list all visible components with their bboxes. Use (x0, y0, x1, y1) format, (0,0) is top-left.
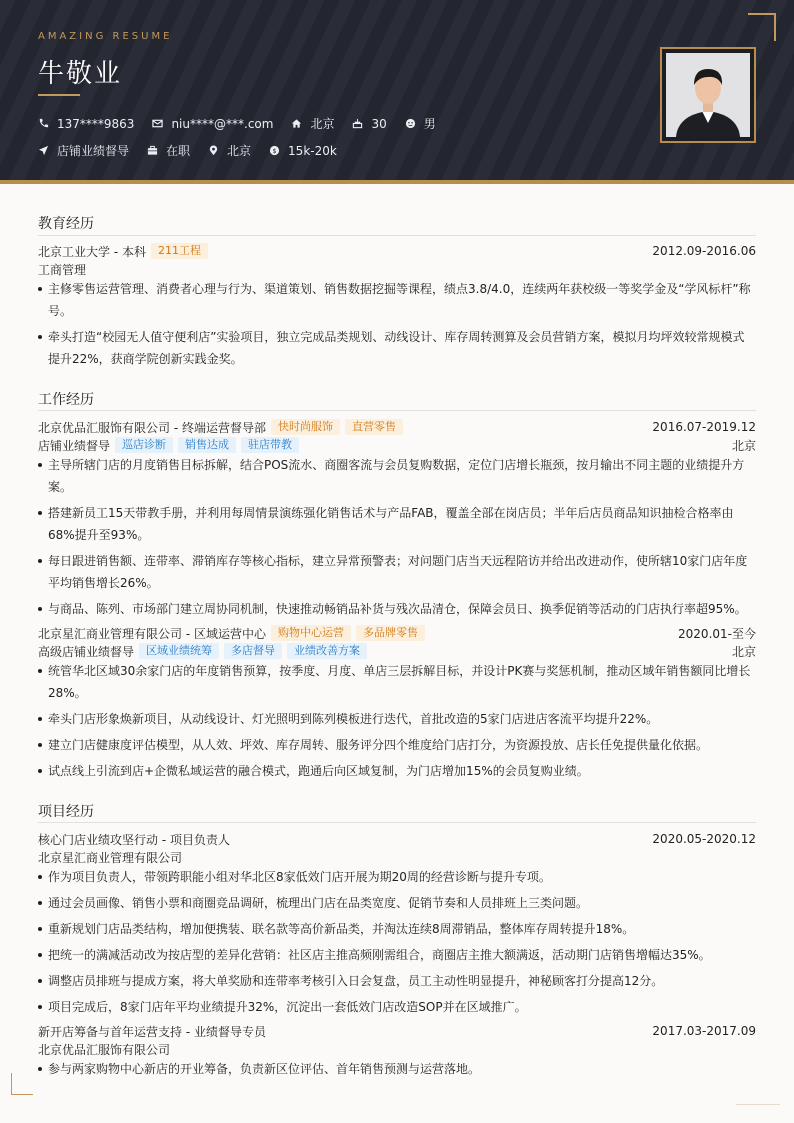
major: 工商管理 (38, 262, 87, 277)
email-text: niu****@***.com (171, 116, 274, 131)
candidate-name: 牛敬业 (38, 59, 123, 89)
project-org: 北京优品汇服饰有限公司 (38, 1042, 171, 1057)
job-dates: 2016.07-2019.12 (652, 420, 756, 434)
major-line (38, 260, 756, 278)
section-divider (38, 822, 756, 823)
project-dates: 2020.05-2020.12 (652, 832, 756, 846)
location-pin-icon (208, 145, 219, 156)
project-bullet: 通过会员画像、销售小票和商圈竞品调研，梳理出门店在品类宽度、促销节奏和人员排班上三类问题。 (38, 892, 756, 914)
salary-text: 15k-20k (288, 143, 337, 158)
target-city-text: 北京 (227, 144, 252, 158)
target-city-item (208, 142, 251, 159)
salary-item (269, 144, 337, 158)
gender-item (405, 115, 436, 132)
home-icon (291, 118, 302, 129)
project-bullet: 参与两家购物中心新店的开业筹备，负责新区位评估、首年销售预测与运营落地。 (38, 1058, 756, 1080)
role-line (38, 436, 756, 454)
job-bullet: 每日跟进销售额、连带率、滞销库存等核心指标，建立异常预警表；对问题门店当天远程陪访并给出改进动作，使所辖10家门店年度平均销售增长26%。 (38, 550, 756, 594)
job-header (38, 624, 756, 642)
company-tag: 购物中心运营 (271, 625, 351, 641)
job-dates: 2020.01-至今 (678, 626, 756, 641)
role-tag: 业绩改善方案 (287, 643, 367, 659)
job-city: 北京 (731, 644, 756, 659)
education-bullet: 主修零售运营管理、消费者心理与行为、渠道策划、销售数据挖掘等课程，绩点3.8/4.0，连续两年获校级一等奖学金及“学风标杆”称号。 (38, 278, 756, 322)
corner-ornament (11, 1073, 33, 1095)
home-city-text: 北京 (310, 117, 335, 131)
school-tag: 211工程 (151, 243, 208, 259)
job-header (38, 418, 756, 436)
education-bullet: 牵头打造“校园无人值守便利店”实验项目，独立完成品类规划、动线设计、库存周转测算及会员营销方案，模拟月均坪效较常规模式提升22%，获商学院创新实践金奖。 (38, 326, 756, 370)
project-bullet: 作为项目负责人，带领跨职能小组对华北区8家低效门店开展为期20周的经营诊断与提升专项。 (38, 866, 756, 888)
role-title: 店铺业绩督导 (38, 438, 111, 453)
project-bullet: 调整店员排班与提成方案，将大单奖励和连带率考核引入日会复盘，员工主动性明显提升，神秘顾客打分提高12分。 (38, 970, 756, 992)
company-name: 北京优品汇服饰有限公司 - 终端运营督导部 (38, 420, 266, 435)
project-header (38, 1022, 756, 1040)
money-icon (269, 145, 280, 156)
project-org: 北京星汇商业管理有限公司 (38, 850, 183, 865)
name-underline (38, 94, 80, 96)
role-tag: 驻店带教 (241, 437, 299, 453)
phone-item (38, 117, 134, 131)
role-tag: 销售达成 (178, 437, 236, 453)
school-name: 北京工业大学 - 本科 (38, 244, 146, 259)
role-tag: 多店督导 (224, 643, 282, 659)
role-tag: 区域业绩统筹 (139, 643, 219, 659)
age-item (352, 117, 386, 131)
role-title: 高级店铺业绩督导 (38, 644, 135, 659)
section-divider (38, 410, 756, 411)
job-bullet: 牵头门店形象焕新项目，从动线设计、灯光照明到陈列模板进行迭代，首批改造的5家门店进店客流平均提升22%。 (38, 708, 756, 730)
avatar (666, 53, 750, 137)
status-text: 在职 (166, 144, 191, 158)
project-name: 核心门店业绩攻坚行动 - 项目负责人 (38, 832, 230, 847)
project-org-line (38, 848, 756, 866)
phone-text: 137****9863 (57, 116, 135, 131)
status-item (147, 142, 190, 159)
profile-photo (660, 47, 756, 143)
section-title-education: 教育经历 (38, 216, 94, 232)
briefcase-icon (147, 145, 158, 156)
brand-label: AMAZING RESUME (38, 31, 173, 42)
job-bullet: 试点线上引流到店+企微私域运营的融合模式，跑通后向区域复制，为门店增加15%的会员复购业绩。 (38, 760, 756, 782)
send-icon (38, 145, 49, 156)
section-divider (38, 235, 756, 236)
role-line (38, 642, 756, 660)
section-title-work: 工作经历 (38, 392, 94, 408)
mail-icon (152, 118, 163, 129)
project-bullet: 重新规划门店品类结构，增加便携装、联名款等高价新品类，并淘汰连续8周滞销品，整体库存周转提升18%。 (38, 918, 756, 940)
project-org-line (38, 1040, 756, 1058)
project-bullet: 把统一的满减活动改为按店型的差异化营销：社区店主推高频刚需组合，商圈店主推大额满返，活动期门店销售增幅达35%。 (38, 944, 756, 966)
project-header (38, 830, 756, 848)
contact-row (38, 115, 454, 132)
job-city: 北京 (731, 438, 756, 453)
job-bullet: 与商品、陈列、市场部门建立周协同机制，快速推动畅销品补货与残次品清仓，保障会员日、换季促销等活动的门店执行率超95%。 (38, 598, 756, 620)
cake-icon (352, 118, 363, 129)
svg-text:$: $ (272, 146, 277, 155)
age-text: 30 (371, 116, 387, 131)
company-tag: 直营零售 (345, 419, 403, 435)
project-bullet: 项目完成后，8家门店年平均业绩提升32%，沉淀出一套低效门店改造SOP并在区域推广。 (38, 996, 756, 1018)
resume-header (0, 0, 794, 184)
phone-icon (38, 118, 49, 129)
corner-ornament (736, 1104, 780, 1105)
gender-text: 男 (423, 117, 436, 131)
target-role-text: 店铺业绩督导 (57, 144, 130, 158)
company-tag: 多品牌零售 (356, 625, 425, 641)
job-intent-row (38, 142, 355, 159)
role-tag: 巡店诊断 (115, 437, 173, 453)
section-title-projects: 项目经历 (38, 804, 94, 820)
education-dates: 2012.09-2016.06 (652, 244, 756, 258)
email-item (152, 117, 273, 131)
corner-ornament (748, 13, 776, 41)
education-header (38, 242, 756, 260)
target-role-item (38, 142, 129, 159)
company-name: 北京星汇商业管理有限公司 - 区域运营中心 (38, 626, 266, 641)
home-city-item (291, 115, 334, 132)
job-bullet: 建立门店健康度评估模型，从人效、坪效、库存周转、服务评分四个维度给门店打分，为资源投放、店长任免提供量化依据。 (38, 734, 756, 756)
project-name: 新开店筹备与首年运营支持 - 业绩督导专员 (38, 1024, 266, 1039)
job-bullet: 主导所辖门店的月度销售目标拆解，结合POS流水、商圈客流与会员复购数据，定位门店增长瓶颈，按月输出不同主题的业绩提升方案。 (38, 454, 756, 498)
person-icon (405, 118, 416, 129)
company-tag: 快时尚服饰 (271, 419, 340, 435)
job-bullet: 统管华北区域30余家门店的年度销售预算，按季度、月度、单店三层拆解目标，并设计PK赛与奖惩机制，推动区域年销售额同比增长28%。 (38, 660, 756, 704)
project-dates: 2017.03-2017.09 (652, 1024, 756, 1038)
job-bullet: 搭建新员工15天带教手册，并利用每周情景演练强化销售话术与产品FAB，覆盖全部在岗店员；半年后店员商品知识抽检合格率由68%提升至93%。 (38, 502, 756, 546)
